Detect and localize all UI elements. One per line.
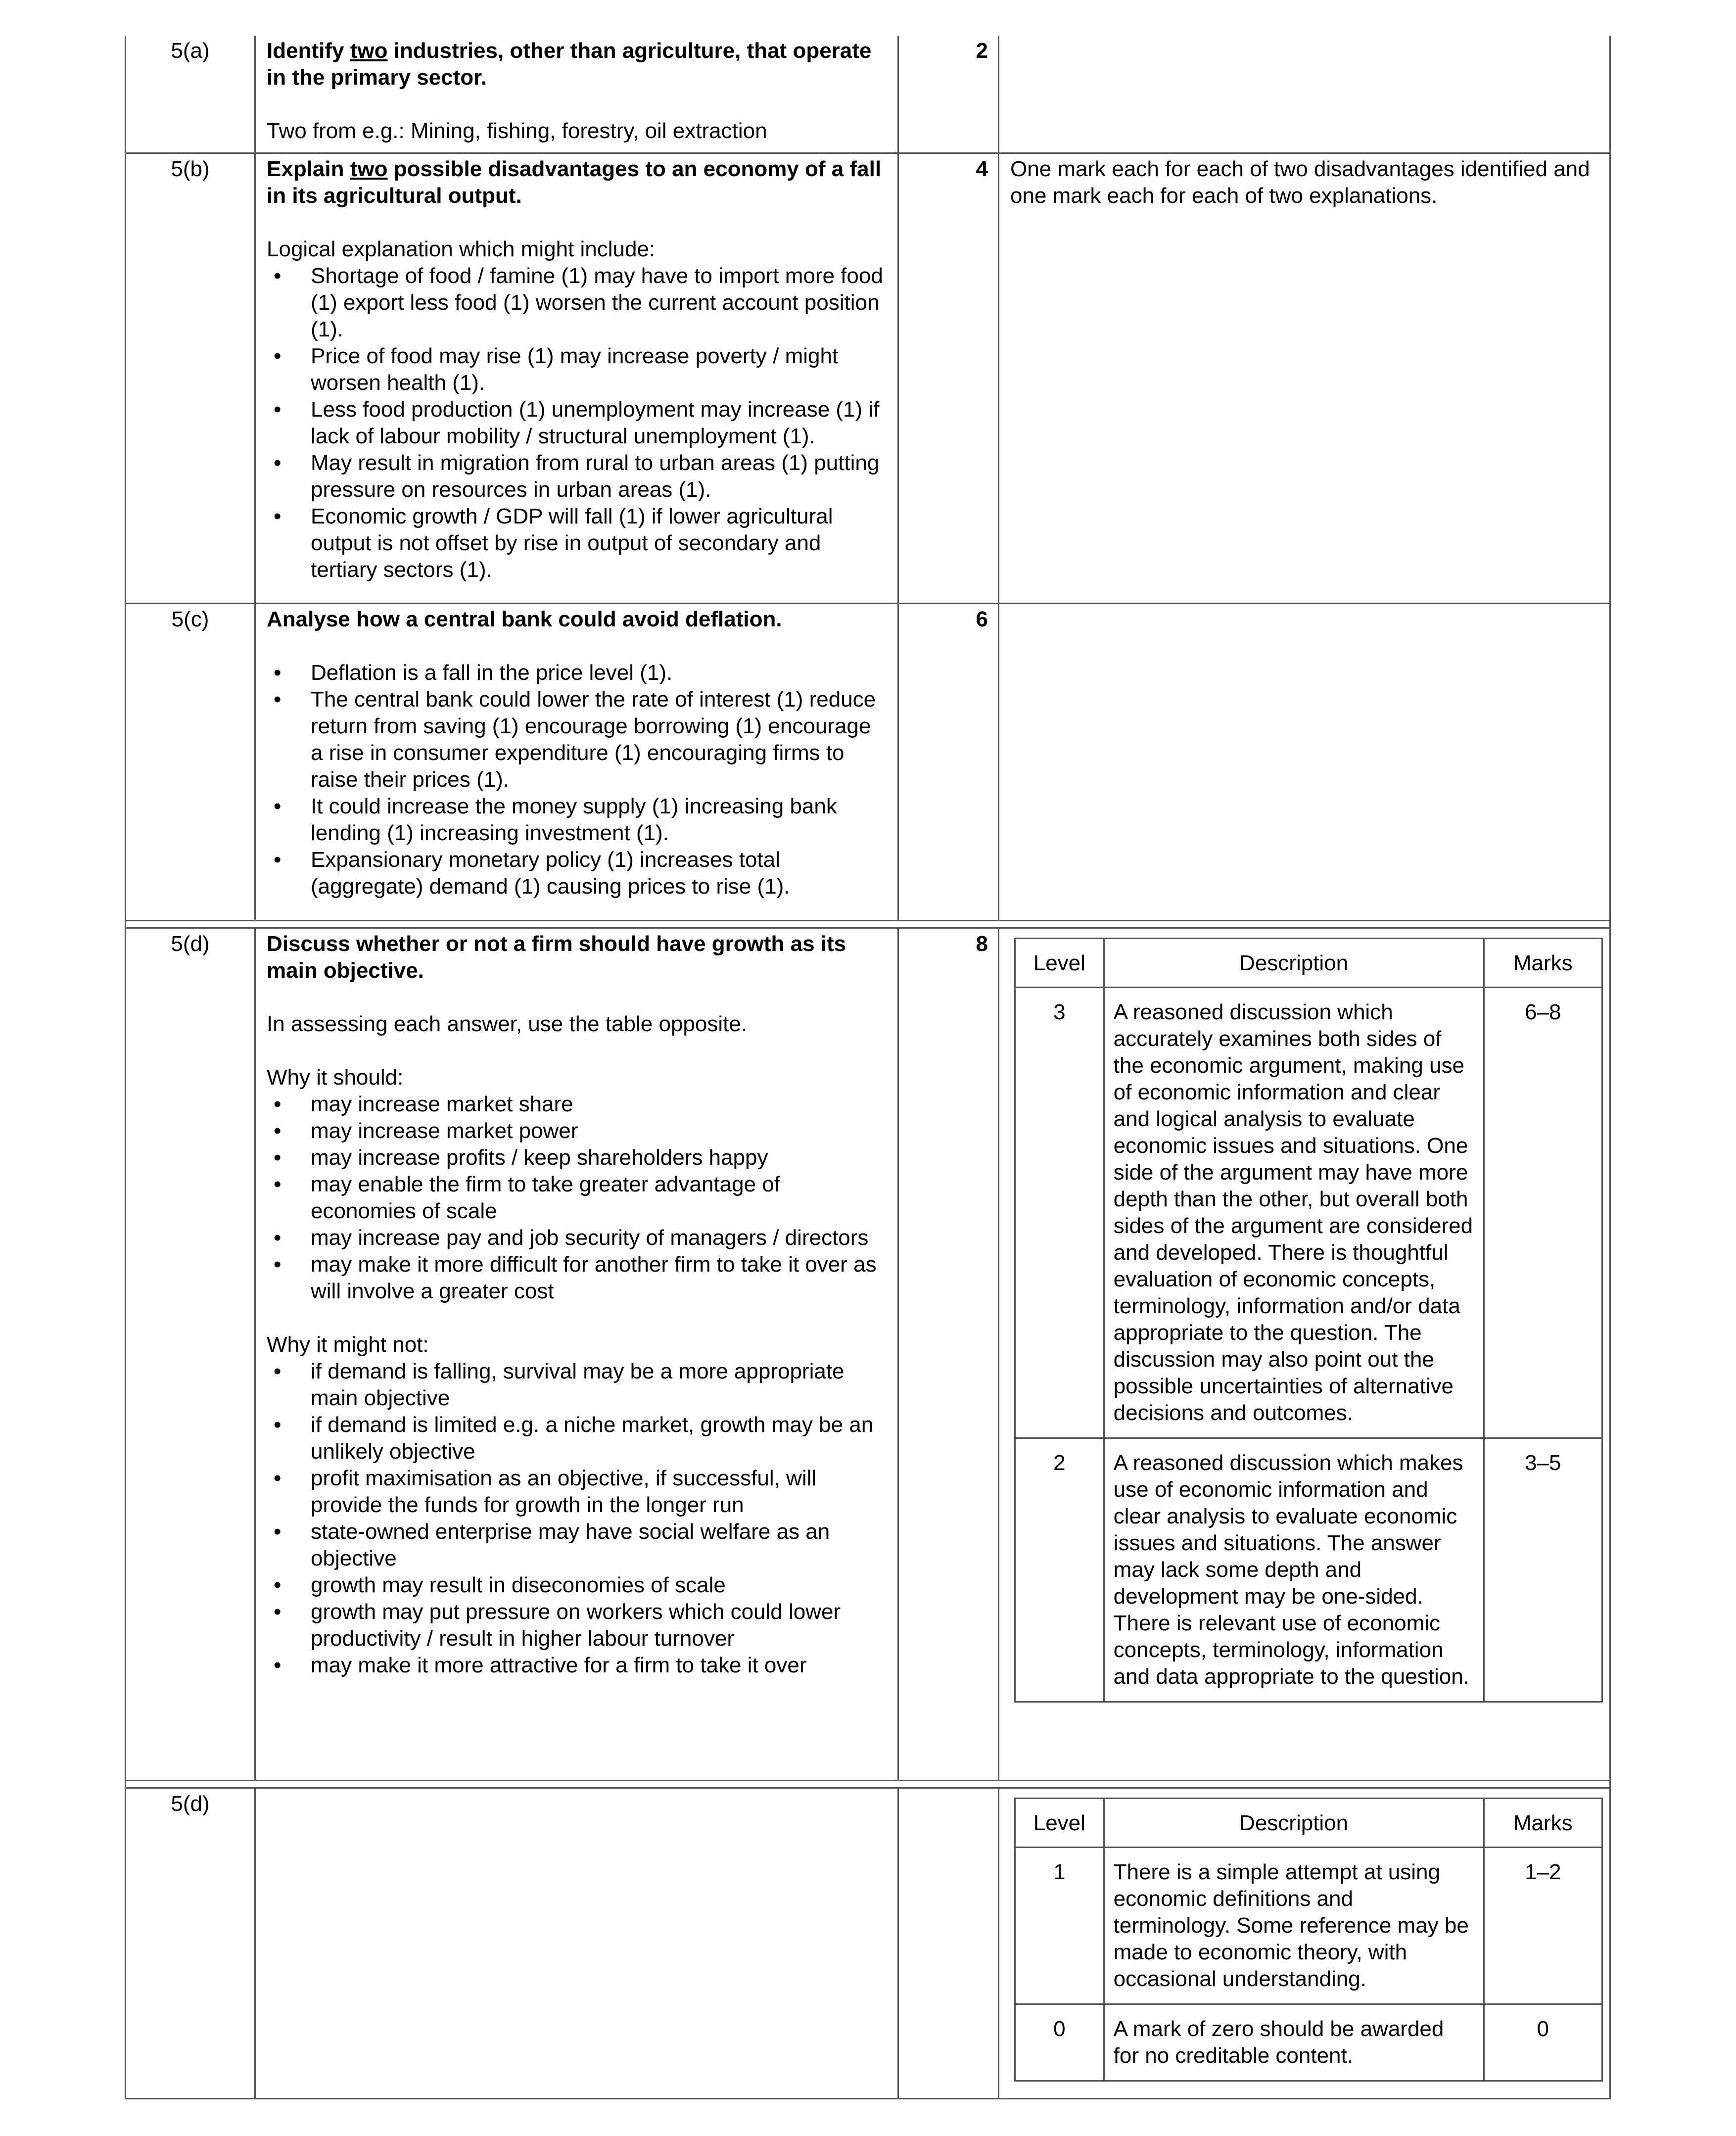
question-number: 5(b) xyxy=(125,154,254,603)
list-item: • May result in migration from rural to urban areas (1) putting pressure on resources in urban areas (1). xyxy=(267,450,888,503)
list-item: • if demand is limited e.g. a niche market, growth may be an unlikely objective xyxy=(267,1412,888,1465)
against-bullets xyxy=(267,1358,888,1679)
question-text: Discuss whether or not a firm should have growth as its main objective. xyxy=(267,932,846,983)
table-separator xyxy=(125,920,1611,929)
level-number: 0 xyxy=(1015,2004,1104,2081)
row-5c xyxy=(125,604,1611,920)
question-underlined-word: two xyxy=(350,157,388,181)
list-item: • The central bank could lower the rate of interest (1) reduce return from saving (1) encourage borrowing (1) encourage a rise in consumer expenditure (1) encouraging firms to raise their prices (1). xyxy=(267,686,888,793)
marks-header: Marks xyxy=(1484,939,1602,988)
answer-bullets xyxy=(267,660,888,900)
description-header: Description xyxy=(1104,1799,1484,1848)
question-text: Analyse how a central bank could avoid deflation. xyxy=(267,607,782,631)
list-item: • may increase pay and job security of managers / directors xyxy=(267,1225,888,1251)
question-text-part: Identify xyxy=(267,39,350,63)
marks-value: 2 xyxy=(897,36,998,152)
answer-bullets xyxy=(267,263,888,583)
question-text-part: possible disadvantages to an economy of a fall in its agricultural output. xyxy=(267,157,882,208)
guidance-cell xyxy=(998,604,1611,920)
level-row xyxy=(1015,988,1602,1438)
row-5d-continued xyxy=(125,1789,1611,2099)
level-marks: 0 xyxy=(1484,2004,1602,2081)
list-item: • growth may result in diseconomies of scale xyxy=(267,1572,888,1599)
guidance-cell xyxy=(998,36,1611,152)
question-text xyxy=(267,38,888,91)
level-description: There is a simple attempt at using economic definitions and terminology. Some reference may be made to economic theory, with occasional understanding. xyxy=(1104,1848,1484,2004)
row-5d xyxy=(125,929,1611,1780)
list-item: • profit maximisation as an objective, if successful, will provide the funds for growth in the longer run xyxy=(267,1465,888,1519)
level-row xyxy=(1015,1438,1602,1702)
list-item: • may increase market power xyxy=(267,1118,888,1144)
list-item: • Price of food may rise (1) may increase poverty / might worsen health (1). xyxy=(267,343,888,396)
list-item: • may enable the firm to take greater advantage of economies of scale xyxy=(267,1171,888,1225)
level-row xyxy=(1015,1848,1602,2004)
for-heading: Why it should: xyxy=(267,1065,404,1090)
list-item: • Economic growth / GDP will fall (1) if lower agricultural output is not offset by rise in output of secondary and tertiary sectors (1). xyxy=(267,503,888,583)
question-number: 5(d) xyxy=(125,929,254,1780)
list-item: • Expansionary monetary policy (1) increases total (aggregate) demand (1) causing prices to rise (1). xyxy=(267,847,888,900)
answer-text: Two from e.g.: Mining, fishing, forestry, oil extraction xyxy=(267,119,767,143)
question-text-part: Explain xyxy=(267,157,350,181)
list-item: • Deflation is a fall in the price level (1). xyxy=(267,660,888,686)
level-description: A reasoned discussion which accurately examines both sides of the economic argument, making use of economic information and clear and logical analysis to evaluate economic issues and situations. One side of the argument may have more depth than the other, but overall both sides of the argument are considered and developed. There is thoughtful evaluation of economic concepts, terminology, information and/or data appropriate to the question. The discussion may also point out the possible uncertainties of alternative decisions and outcomes. xyxy=(1104,988,1484,1438)
level-marks: 3–5 xyxy=(1484,1438,1602,1702)
question-number: 5(a) xyxy=(125,36,254,152)
for-bullets xyxy=(267,1091,888,1305)
level-header: Level xyxy=(1015,939,1104,988)
marks-value xyxy=(897,1789,998,2098)
list-item: • Shortage of food / famine (1) may have to import more food (1) export less food (1) worsen the current account position (1). xyxy=(267,263,888,343)
question-text xyxy=(267,156,888,209)
row-5b xyxy=(125,154,1611,604)
level-marks: 1–2 xyxy=(1484,1848,1602,2004)
marks-value: 4 xyxy=(897,154,998,603)
list-item: • Less food production (1) unemployment may increase (1) if lack of labour mobility / structural unemployment (1). xyxy=(267,396,888,450)
marks-header: Marks xyxy=(1484,1799,1602,1848)
level-header: Level xyxy=(1015,1799,1104,1848)
level-description: A reasoned discussion which makes use of economic information and clear analysis to evaluate economic issues and situations. The answer may lack some depth and development may be one-sided. There is relevant use of economic concepts, terminology, information and data appropriate to the question. xyxy=(1104,1438,1484,1702)
against-heading: Why it might not: xyxy=(267,1332,429,1357)
answer-cell xyxy=(254,929,897,1780)
question-number: 5(c) xyxy=(125,604,254,920)
list-item: • state-owned enterprise may have social welfare as an objective xyxy=(267,1519,888,1572)
marks-value: 6 xyxy=(897,604,998,920)
table-separator xyxy=(125,1780,1611,1789)
level-number: 1 xyxy=(1015,1848,1104,2004)
guidance-cell: One mark each for each of two disadvantages identified and one mark each for each of two explanations. xyxy=(998,154,1611,603)
question-underlined-word: two xyxy=(350,39,388,63)
list-item: • if demand is falling, survival may be a more appropriate main objective xyxy=(267,1358,888,1412)
answer-cell xyxy=(254,154,897,603)
level-table-continued xyxy=(1014,1798,1603,2082)
marks-value: 8 xyxy=(897,929,998,1780)
list-item: • It could increase the money supply (1) increasing bank lending (1) increasing investment (1). xyxy=(267,793,888,847)
answer-cell xyxy=(254,1789,897,2098)
list-item: • may increase profits / keep shareholders happy xyxy=(267,1144,888,1171)
guidance-cell xyxy=(998,929,1611,1780)
level-table-header xyxy=(1015,939,1602,988)
question-text-part: industries, other than agriculture, that operate in the primary sector. xyxy=(267,39,872,90)
row-5a xyxy=(125,36,1611,154)
assessment-instruction: In assessing each answer, use the table opposite. xyxy=(267,1012,748,1036)
level-number: 2 xyxy=(1015,1438,1104,1702)
level-table-header xyxy=(1015,1799,1602,1848)
description-header: Description xyxy=(1104,939,1484,988)
guidance-cell xyxy=(998,1789,1611,2098)
list-item: • may increase market share xyxy=(267,1091,888,1118)
answer-cell xyxy=(254,604,897,920)
level-row xyxy=(1015,2004,1602,2081)
level-table xyxy=(1014,938,1603,1703)
question-number: 5(d) xyxy=(125,1789,254,2098)
list-item: • growth may put pressure on workers which could lower productivity / result in higher labour turnover xyxy=(267,1599,888,1652)
level-description: A mark of zero should be awarded for no creditable content. xyxy=(1104,2004,1484,2081)
level-marks: 6–8 xyxy=(1484,988,1602,1438)
answer-intro: Logical explanation which might include: xyxy=(267,237,656,261)
list-item: • may make it more attractive for a firm to take it over xyxy=(267,1652,888,1679)
mark-scheme-table xyxy=(125,36,1611,2099)
answer-cell xyxy=(254,36,897,152)
list-item: • may make it more difficult for another firm to take it over as will involve a greater cost xyxy=(267,1251,888,1305)
level-number: 3 xyxy=(1015,988,1104,1438)
